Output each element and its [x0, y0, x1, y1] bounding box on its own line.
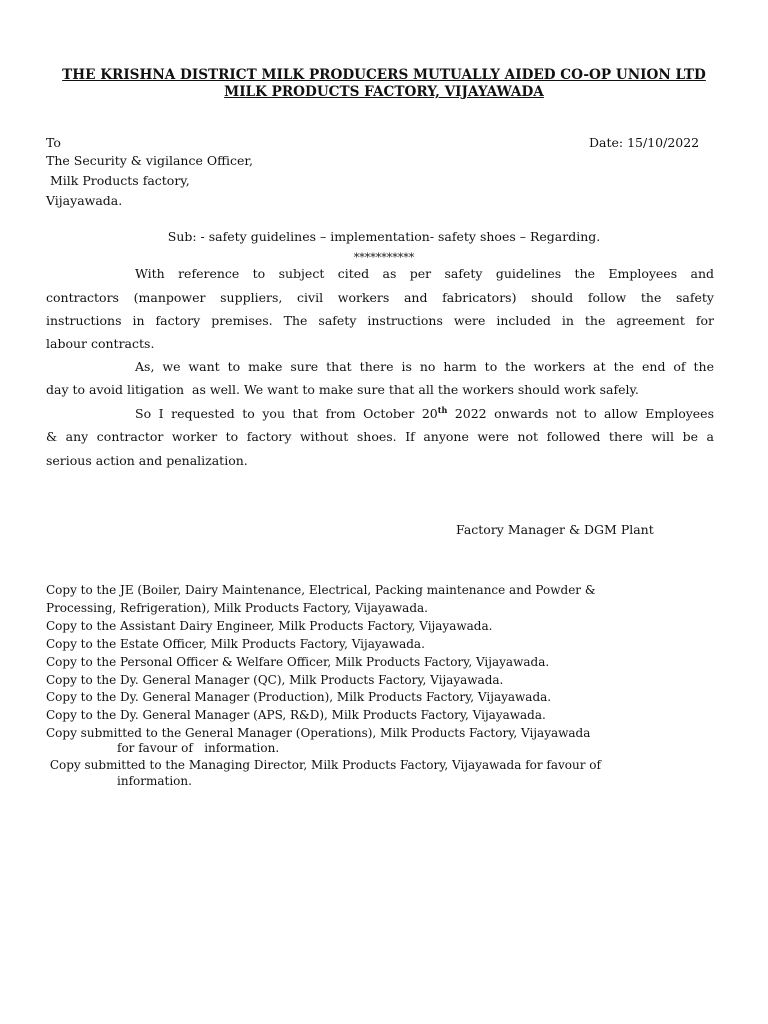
date-line — [589, 133, 699, 152]
copy-line: Copy to the Dy. General Manager (Production), Milk Products Factory, Vijayawada. — [46, 690, 552, 704]
recipient-line: Vijayawada. — [46, 193, 123, 208]
paragraph-line: labour contracts. — [46, 336, 155, 351]
paragraph-line — [135, 404, 714, 423]
copy-line: Copy submitted to the Managing Director, Milk Products Factory, Vijayawada for favour of — [46, 758, 601, 772]
separator-stars: *********** — [353, 251, 415, 264]
paragraph-line: & any contractor worker to factory without shoes. If anyone were not followed there will be a — [46, 429, 714, 444]
copy-line: Copy to the Dy. General Manager (QC), Milk Products Factory, Vijayawada. — [46, 673, 504, 687]
date-label: Date: — [589, 135, 624, 150]
copy-line: Copy to the Assistant Dairy Engineer, Milk Products Factory, Vijayawada. — [46, 619, 493, 633]
copy-line: Copy to the JE (Boiler, Dairy Maintenance, Electrical, Packing maintenance and Powder & — [46, 583, 596, 597]
paragraph-line: instructions in factory premises. The safety instructions were included in the agreement for — [46, 313, 714, 328]
paragraph-text: 2022 onwards not to allow Employees — [447, 406, 714, 421]
recipient-line: Milk Products factory, — [46, 173, 190, 188]
copy-line: Copy to the Personal Officer & Welfare Officer, Milk Products Factory, Vijayawada. — [46, 655, 550, 669]
copy-line: Processing, Refrigeration), Milk Products Factory, Vijayawada. — [46, 601, 428, 615]
subject-line: Sub: - safety guidelines – implementation- safety shoes – Regarding. — [167, 229, 601, 244]
copy-line: Copy submitted to the General Manager (Operations), Milk Products Factory, Vijayawada — [46, 726, 591, 740]
paragraph-text: So I requested to you that from October 20 — [135, 406, 438, 421]
copy-line: Copy to the Estate Officer, Milk Products Factory, Vijayawada. — [46, 637, 425, 651]
paragraph-line: serious action and penalization. — [46, 453, 248, 468]
date-value: 15/10/2022 — [627, 135, 700, 150]
copy-line: Copy to the Dy. General Manager (APS, R&D), Milk Products Factory, Vijayawada. — [46, 708, 546, 722]
copy-line: information. — [117, 774, 192, 788]
signature-line: Factory Manager & DGM Plant — [456, 522, 654, 537]
recipient-line: The Security & vigilance Officer, — [46, 153, 253, 168]
org-subtitle: MILK PRODUCTS FACTORY, VIJAYAWADA — [224, 84, 544, 100]
to-label: To — [46, 135, 61, 150]
superscript-th: th — [437, 404, 448, 415]
copy-line: for favour of information. — [117, 741, 280, 755]
paragraph-line: As, we want to make sure that there is no harm to the workers at the end of the — [135, 359, 714, 374]
paragraph-line: day to avoid litigation as well. We want to make sure that all the workers should work safely. — [46, 382, 639, 397]
paragraph-line: With reference to subject cited as per safety guidelines the Employees and — [135, 266, 714, 281]
paragraph-line: contractors (manpower suppliers, civil workers and fabricators) should follow the safety — [46, 290, 714, 305]
org-title: THE KRISHNA DISTRICT MILK PRODUCERS MUTUALLY AIDED CO-OP UNION LTD — [62, 67, 706, 83]
